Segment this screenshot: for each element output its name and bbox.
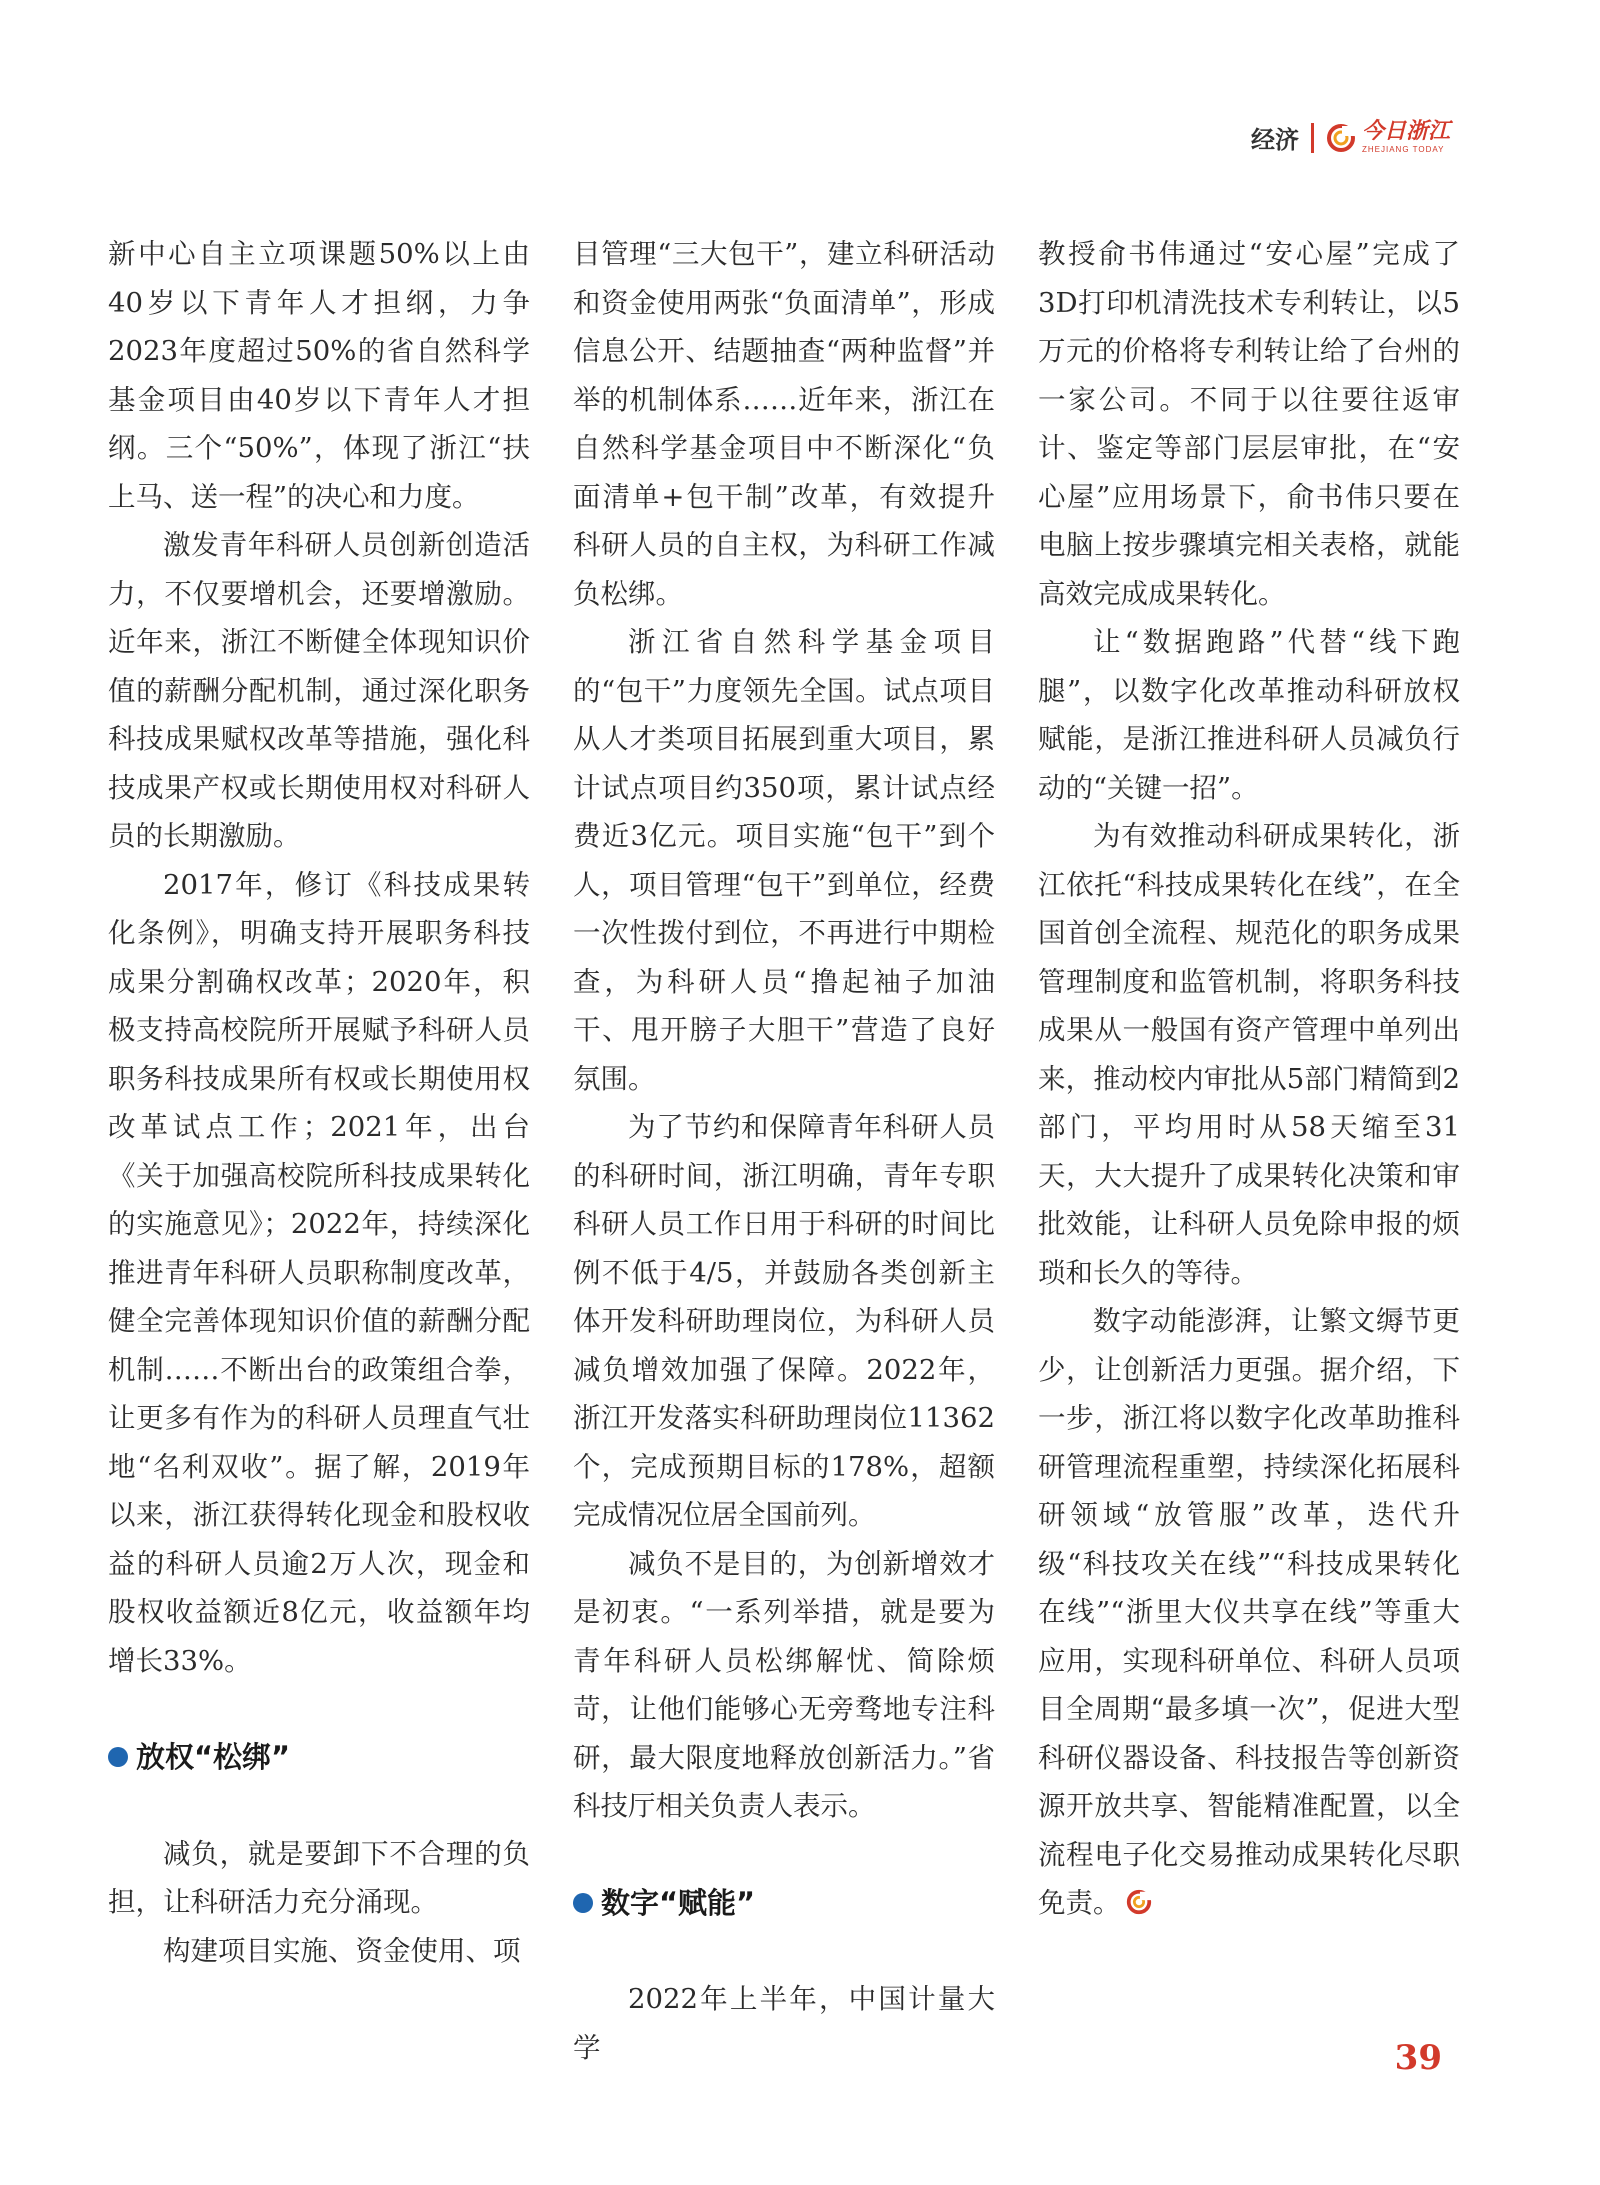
bullet-icon bbox=[573, 1893, 593, 1913]
end-mark-icon bbox=[1125, 1888, 1153, 1916]
logo-swirl-icon bbox=[1326, 123, 1356, 153]
section-heading bbox=[108, 1733, 530, 1782]
paragraph: 2022年上半年，中国计量大学 bbox=[573, 1983, 995, 2064]
paragraph: 为了节约和保障青年科研人员的科研时间，浙江明确，青年专职科研人员工作日用于科研的时间比例不低于4/5，并鼓励各类创新主体开发科研助理岗位，为科研人员减负增效加强了保障。2022年，浙江开发落实科研助理岗位11362个，完成预期目标的178%，超额完成情况位居全国前列。 bbox=[573, 1111, 995, 1531]
bullet-icon bbox=[108, 1747, 128, 1767]
column-1 bbox=[108, 230, 530, 2072]
paragraph: 2017年，修订《科技成果转化条例》，明确支持开展职务科技成果分割确权改革；2020年，积极支持高校院所开展赋予科研人员职务科技成果所有权或长期使用权改革试点工作；2021年，出台《关于加强高校院所科技成果转化的实施意见》；2022年，持续深化推进青年科研人员职称制度改革，健全完善体现知识价值的薪酬分配机制……不断出台的政策组合拳，让更多有作为的科研人员理直气壮地“名利双收”。据了解，2019年以来，浙江获得转化现金和股权收益的科研人员逾2万人次，现金和股权收益额近8亿元，收益额年均增长33%。 bbox=[108, 868, 530, 1677]
spacer bbox=[573, 1927, 995, 1975]
paragraph: 浙江省自然科学基金项目的“包干”力度领先全国。试点项目从人才类项目拓展到重大项目，累计试点项目约350项，累计试点经费近3亿元。项目实施“包干”到个人，项目管理“包干”到单位，经费一次性拨付到位，不再进行中期检查，为科研人员“撸起袖子加油干、甩开膀子大胆干”营造了良好氛围。 bbox=[573, 626, 995, 1095]
page-header bbox=[1251, 120, 1450, 155]
paragraph: 构建项目实施、资金使用、项 bbox=[163, 1934, 521, 1967]
paragraph: 目管理“三大包干”，建立科研活动和资金使用两张“负面清单”，形成信息公开、结题抽查“两种监督”并举的机制体系……近年来，浙江在自然科学基金项目中不断深化“负面清单+包干制”改革，有效提升科研人员的自主权，为科研工作减负松绑。 bbox=[573, 238, 995, 610]
paragraph: 为有效推动科研成果转化，浙江依托“科技成果转化在线”，在全国首创全流程、规范化的职务成果管理制度和监管机制，将职务科技成果从一般国有资产管理中单列出来，推动校内审批从5部门精简到2部门，平均用时从58天缩至31天，大大提升了成果转化决策和审批效能，让科研人员免除申报的烦琐和长久的等待。 bbox=[1038, 820, 1460, 1289]
spacer bbox=[108, 1685, 530, 1733]
header-divider bbox=[1311, 123, 1314, 153]
page-number: 39 bbox=[1394, 2038, 1442, 2078]
article-body bbox=[108, 230, 1460, 2072]
paragraph: 减负，就是要卸下不合理的负担，让科研活力充分涌现。 bbox=[108, 1837, 530, 1918]
logo-en-text: ZHEJIANG TODAY bbox=[1361, 145, 1445, 154]
column-2 bbox=[573, 230, 995, 2072]
section-label: 经济 bbox=[1250, 126, 1299, 154]
magazine-logo bbox=[1326, 121, 1450, 154]
paragraph-text: 数字动能澎湃，让繁文缛节更少，让创新活力更强。据介绍，下一步，浙江将以数字化改革助推科研管理流程重塑，持续深化拓展科研领域“放管服”改革，迭代升级“科技攻关在线”“科技成果转化在线”“浙里大仪共享在线”等重大应用，实现科研单位、科研人员项目全周期“最多填一次”，促进大型科研仪器设备、科技报告等创新资源开放共享、智能精准配置，以全流程电子化交易推动成果转化尽职免责。 bbox=[1038, 1305, 1460, 1919]
section-heading bbox=[573, 1879, 995, 1928]
spacer bbox=[108, 1782, 530, 1830]
paragraph: 减负不是目的，为创新增效才是初衷。“一系列举措，就是要为青年科研人员松绑解忧、简除烦苛，让他们能够心无旁骛地专注科研，最大限度地释放创新活力。”省科技厅相关负责人表示。 bbox=[573, 1547, 995, 1822]
paragraph: 教授俞书伟通过“安心屋”完成了3D打印机清洗技术专利转让，以5万元的价格将专利转让给了台州的一家公司。不同于以往要往返审计、鉴定等部门层层审批，在“安心屋”应用场景下，俞书伟只要在电脑上按步骤填完相关表格，就能高效完成成果转化。 bbox=[1038, 238, 1460, 610]
column-3 bbox=[1038, 230, 1460, 2072]
paragraph: 新中心自主立项课题50%以上由40岁以下青年人才担纲，力争2023年度超过50%的省自然科学基金项目由40岁以下青年人才担纲。三个“50%”，体现了浙江“扶上马、送一程”的决心和力度。 bbox=[108, 238, 530, 513]
logo-cn-text: 今日浙江 bbox=[1361, 119, 1450, 144]
section-heading-text: 数字“赋能” bbox=[601, 1885, 756, 1920]
paragraph: 让“数据跑路”代替“线下跑腿”，以数字化改革推动科研放权赋能，是浙江推进科研人员减负行动的“关键一招”。 bbox=[1038, 626, 1460, 804]
paragraph bbox=[1038, 1297, 1460, 1928]
spacer bbox=[573, 1831, 995, 1879]
section-heading-text: 放权“松绑” bbox=[136, 1740, 291, 1774]
paragraph: 激发青年科研人员创新创造活力，不仅要增机会，还要增激励。近年来，浙江不断健全体现知识价值的薪酬分配机制，通过深化职务科技成果赋权改革等措施，强化科技成果产权或长期使用权对科研人员的长期激励。 bbox=[108, 529, 530, 852]
